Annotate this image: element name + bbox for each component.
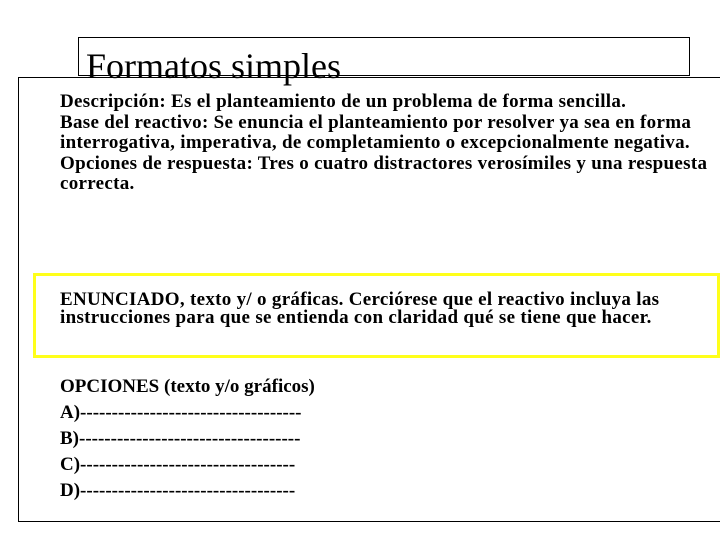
option-b: B)-----------------------------------	[60, 428, 301, 449]
answer-options-text: Opciones de respuesta: Tres o cuatro distractores verosímiles y una respuesta correcta.	[60, 153, 708, 194]
option-d: D)----------------------------------	[60, 480, 296, 501]
item-base-text: Base del reactivo: Se enuncia el planteamiento por resolver ya sea en forma interrogativa, imperativa, de completamiento o excepcionalmente negativa.	[60, 112, 692, 153]
description-block	[60, 92, 710, 195]
option-a: A)-----------------------------------	[60, 402, 302, 423]
description-text: Descripción: Es el planteamiento de un problema de forma sencilla.	[60, 91, 627, 112]
options-block	[60, 374, 315, 504]
options-header: OPCIONES (texto y/o gráficos)	[60, 376, 315, 397]
enunciado-text: ENUNCIADO, texto y/ o gráficas. Cerciórese que el reactivo incluya las instrucciones para que se entienda con claridad qué se tiene que hacer.	[60, 289, 660, 328]
option-c: C)----------------------------------	[60, 454, 296, 475]
slide-title: Formatos simples	[86, 46, 342, 86]
